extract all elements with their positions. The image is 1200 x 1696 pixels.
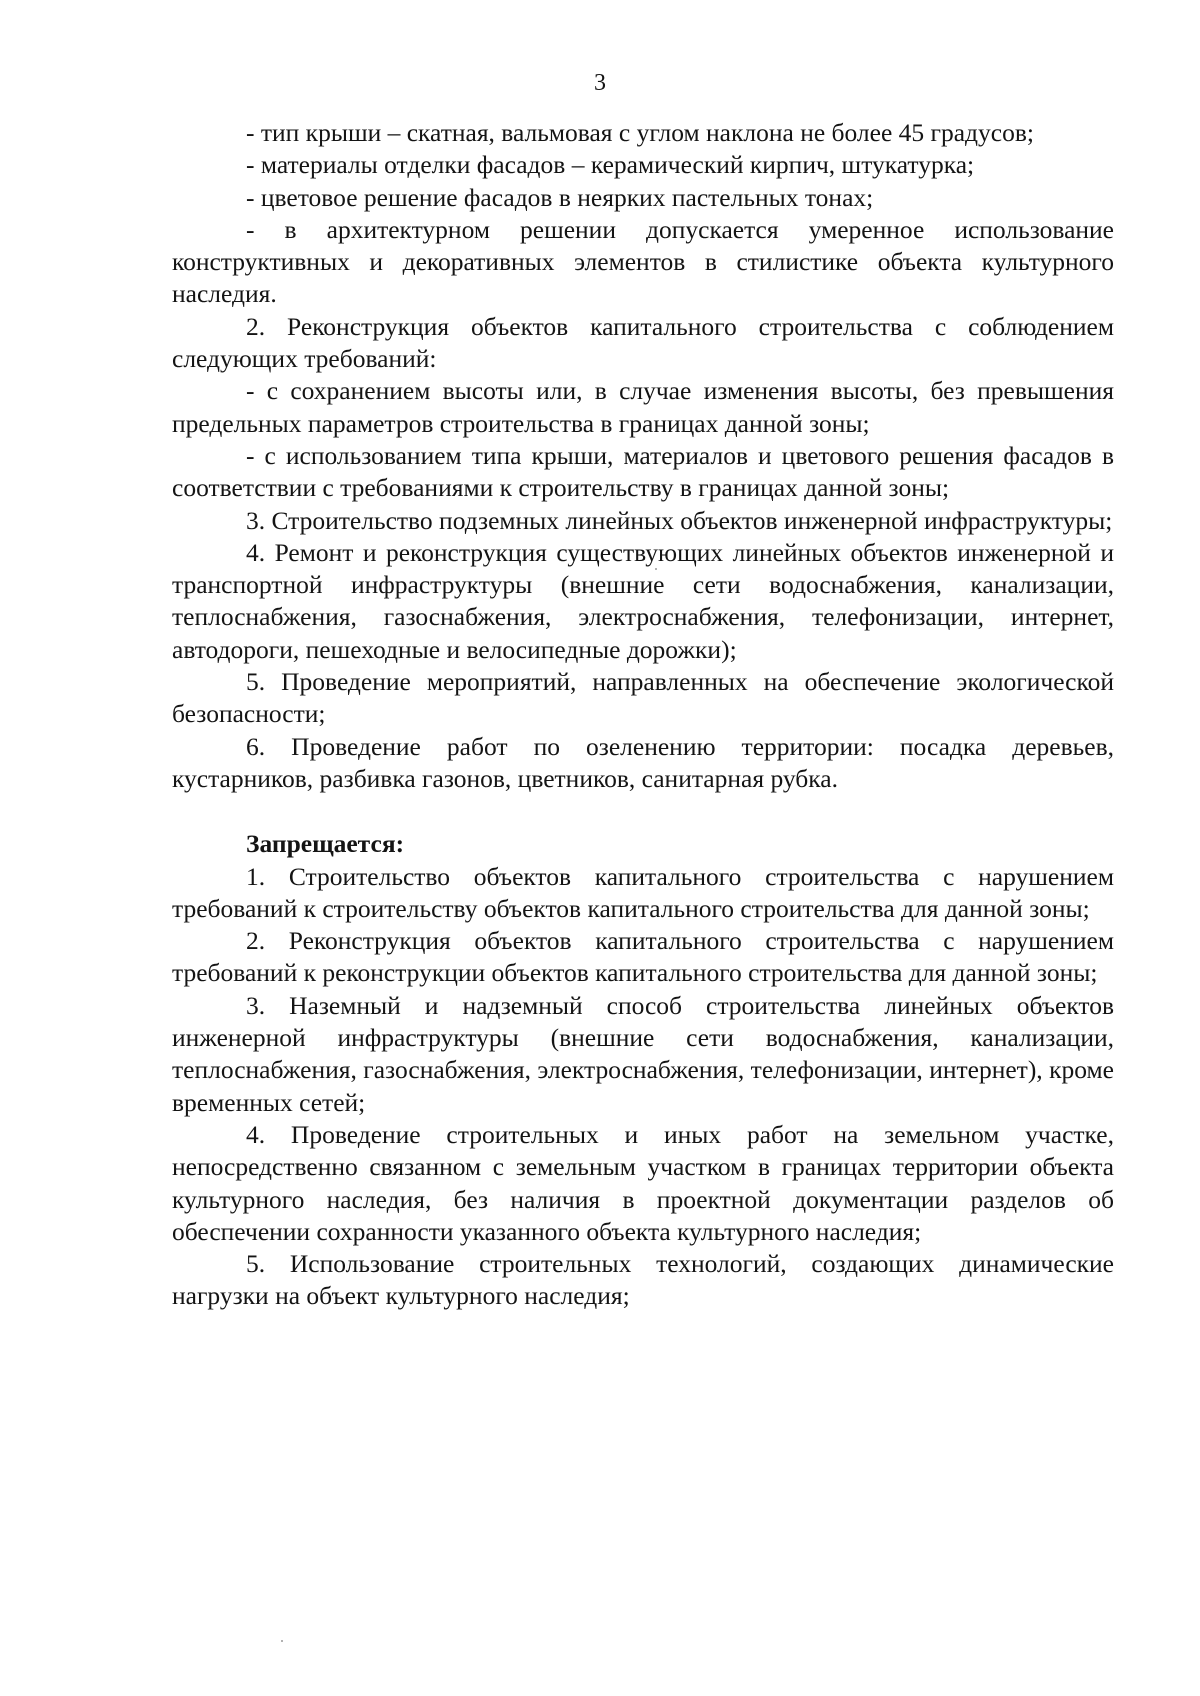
paragraph-roof-type: - тип крыши – скатная, вальмовая с углом наклона не более 45 градусов; [246,118,1034,147]
section-gap [172,795,1114,828]
paragraph-facade-color: - цветовое решение фасадов в неярких пастельных тонах; [246,182,874,212]
paragraph-prohibited-works: 4. Проведение строительных и иных работ на земельном участке, непосредственно связанном с земельным участком в границах территории объекта культурного наследия, без наличия в проектной документации разделов об обеспечении сохранности указанного объекта культурного наследия; [172,1119,1114,1246]
paragraph-facade-materials: - материалы отделки фасадов – керамический кирпич, штукатурка; [246,150,975,180]
prohibited-heading: Запрещается: [246,829,405,859]
scan-speck [655,568,657,570]
paragraph-prohibited-dynamic-loads: 5. Использование строительных технологий, создающих динамические нагрузки на объект культурного наследия; [172,1249,1114,1311]
paragraph-roof-materials-color: - с использованием типа крыши, материалов и цветового решения фасадов в соответствии с требованиями к строительству в границах данной зоны; [172,440,1114,503]
paragraph-height-preservation: - с сохранением высоты или, в случае изменения высоты, без превышения предельных параметров строительства в границах данной зоны; [172,376,1114,438]
paragraph-prohibited-reconstruction: 2. Реконструкция объектов капитального строительства с нарушением требований к реконструкции объектов капитального строительства для данной зоны; [172,926,1114,988]
paragraph-underground-objects: 3. Строительство подземных линейных объектов инженерной инфраструктуры; [246,505,1113,535]
paragraph-architectural-solution: - в архитектурном решении допускается умеренное использование конструктивных и декоративных элементов в стилистике объекта культурного наследия. [172,214,1114,309]
paragraph-prohibited-construction: 1. Строительство объектов капитального строительства с нарушением требований к строительству объектов капитального строительства для данной зоны; [172,861,1114,923]
page-number: 3 [594,70,606,96]
paragraph-prohibited-above-ground: 3. Наземный и надземный способ строительства линейных объектов инженерной инфраструктуры (внешние сети водоснабжения, канализации, теплоснабжения, газоснабжения, электроснабжения, телефонизации, интернет), кроме временных сетей; [172,990,1114,1117]
document-body [172,117,1114,1313]
paragraph-ecological-safety: 5. Проведение мероприятий, направленных на обеспечение экологической безопасности; [172,667,1114,729]
paragraph-landscaping: 6. Проведение работ по озеленению территории: посадка деревьев, кустарников, разбивка газонов, цветников, санитарная рубка. [172,731,1114,793]
paragraph-reconstruction-requirements: 2. Реконструкция объектов капитального строительства с соблюдением следующих требований: [172,311,1114,374]
paragraph-repair-reconstruction: 4. Ремонт и реконструкция существующих линейных объектов инженерной и транспортной инфраструктуры (внешние сети водоснабжения, канализации, теплоснабжения, газоснабжения, электроснабжения, телефонизации, интернет, автодороги, пешеходные и велосипедные дорожки); [172,537,1114,664]
scan-speck [281,1640,283,1642]
